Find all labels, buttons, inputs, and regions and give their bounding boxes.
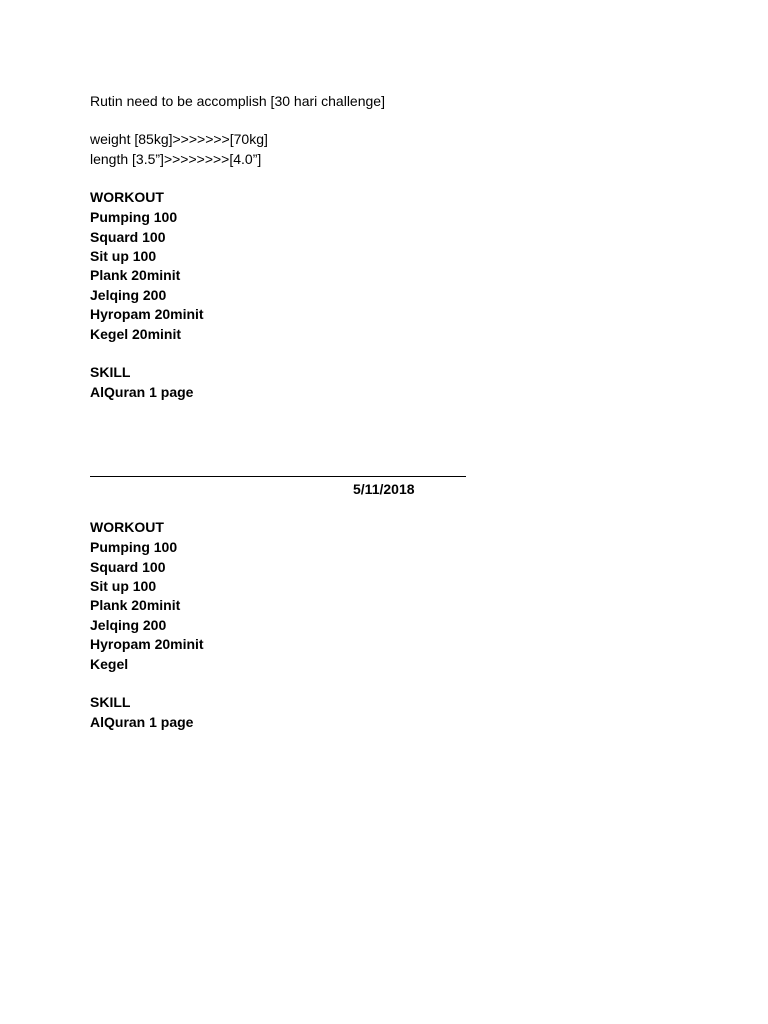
document-title: Rutin need to be accomplish [30 hari challenge] [90, 93, 385, 109]
workout-item: Plank 20minit [90, 597, 181, 613]
workout-heading: WORKOUT [90, 189, 164, 205]
skill-heading: SKILL [90, 364, 131, 380]
workout-item: Sit up 100 [90, 248, 157, 264]
workout-item: Squard 100 [90, 229, 166, 245]
workout-item: Plank 20minit [90, 267, 181, 283]
workout-item: Kegel 20minit [90, 326, 182, 342]
workout-item: Jelqing 200 [90, 617, 167, 633]
workout-item: Pumping 100 [90, 539, 178, 555]
workout-heading: WORKOUT [90, 519, 164, 535]
workout-item: Jelqing 200 [90, 287, 167, 303]
skill-heading: SKILL [90, 694, 131, 710]
workout-item: Sit up 100 [90, 578, 157, 594]
workout-item: Squard 100 [90, 559, 166, 575]
divider-line [90, 476, 466, 477]
workout-item: Hyropam 20minit [90, 636, 204, 652]
workout-item: Kegel [90, 656, 129, 672]
weight-goal: weight [85kg]>>>>>>>[70kg] [90, 131, 268, 147]
length-goal: length [3.5”]>>>>>>>>[4.0”] [90, 151, 262, 167]
workout-item: Hyropam 20minit [90, 306, 204, 322]
workout-item: Pumping 100 [90, 209, 178, 225]
entry-date: 5/11/2018 [353, 481, 415, 497]
skill-item: AlQuran 1 page [90, 384, 194, 400]
skill-item: AlQuran 1 page [90, 714, 194, 730]
